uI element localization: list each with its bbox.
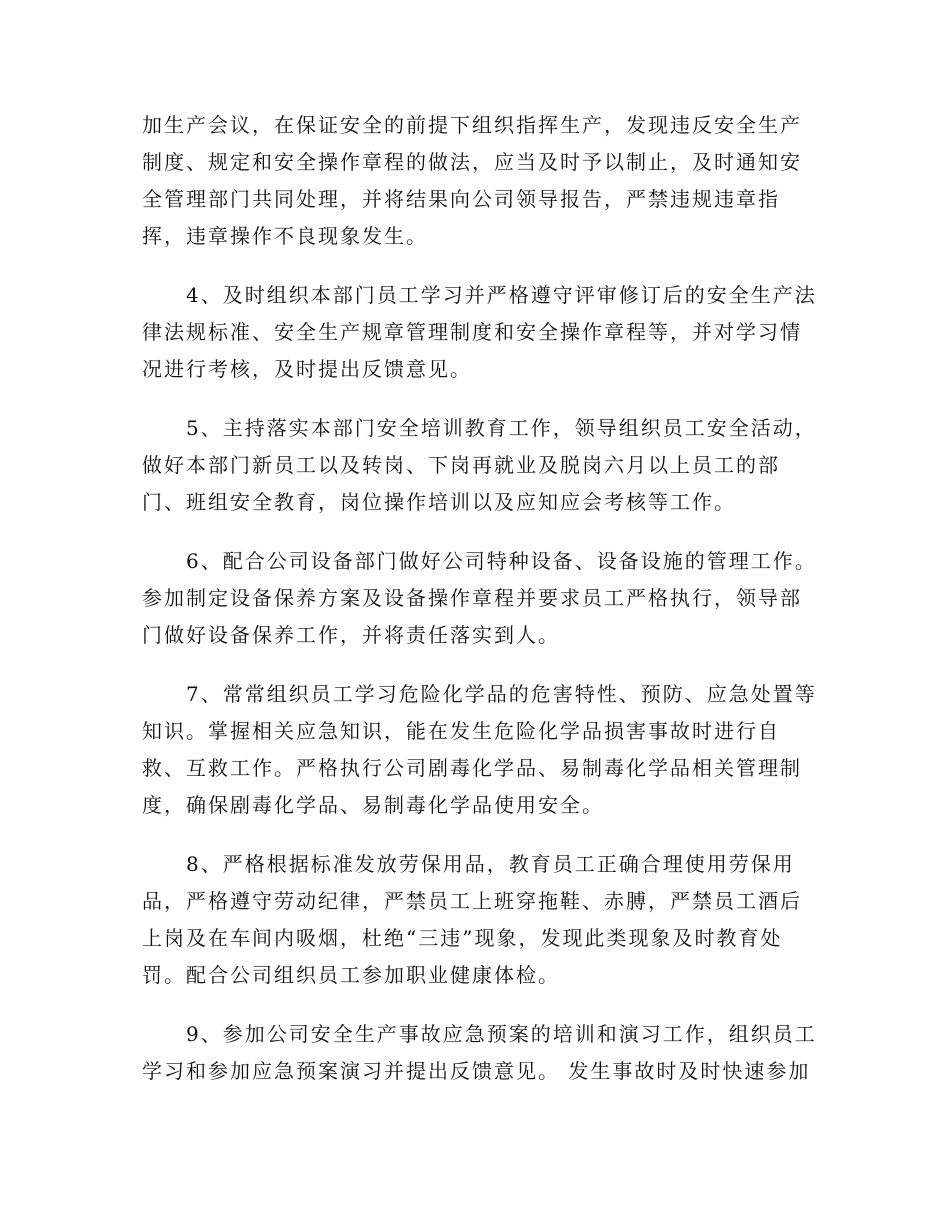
paragraph-line: 制度、规定和安全操作章程的做法，应当及时予以制止，及时通知安 <box>142 150 802 174</box>
paragraph-line: 5、主持落实本部门安全培训教育工作，领导组织员工安全活动， <box>186 416 817 440</box>
paragraph-line: 7、常常组织员工学习危险化学品的危害特性、预防、应急处置等 <box>186 682 817 706</box>
paragraph-line: 上岗及在车间内吸烟，杜绝“三违”现象，发现此类现象及时教育处 <box>142 926 783 950</box>
paragraph-line: 门、班组安全教育，岗位操作培训以及应知应会考核等工作。 <box>142 490 736 514</box>
paragraph-line: 8、严格根据标准发放劳保用品，教育员工正确合理使用劳保用 <box>186 852 795 876</box>
paragraph-line: 学习和参加应急预案演习并提出反馈意见。 发生事故时及时快速参加 <box>142 1059 811 1083</box>
paragraph-line: 4、及时组织本部门员工学习并严格遵守评审修订后的安全生产法 <box>186 283 817 307</box>
paragraph-line: 罚。配合公司组织员工参加职业健康体检。 <box>142 963 560 987</box>
paragraph-line: 全管理部门共同处理，并将结果向公司领导报告，严禁违规违章指 <box>142 187 780 211</box>
paragraph-line: 门做好设备保养工作，并将责任落实到人。 <box>142 623 560 647</box>
paragraph-item-7 <box>142 676 817 824</box>
document-body <box>142 107 817 1112</box>
paragraph-line: 救、互救工作。严格执行公司剧毒化学品、易制毒化学品相关管理制 <box>142 756 802 780</box>
paragraph-item-6 <box>142 543 817 654</box>
paragraph-line: 做好本部门新员工以及转岗、下岗再就业及脱岗六月以上员工的部 <box>142 453 780 477</box>
paragraph-line: 挥，违章操作不良现象发生。 <box>142 224 428 248</box>
paragraph-line: 度，确保剧毒化学品、易制毒化学品使用安全。 <box>142 793 604 817</box>
paragraph-line: 知识。掌握相关应急知识，能在发生危险化学品损害事故时进行自 <box>142 719 780 743</box>
paragraph-line: 9、参加公司安全生产事故应急预案的培训和演习工作，组织员工 <box>186 1022 817 1046</box>
paragraph-item-9 <box>142 1016 817 1090</box>
paragraph-line: 加生产会议，在保证安全的前提下组织指挥生产，发现违反安全生产 <box>142 113 802 137</box>
paragraph-line: 参加制定设备保养方案及设备操作章程并要求员工严格执行，领导部 <box>142 586 802 610</box>
paragraph-item-5 <box>142 410 817 521</box>
paragraph-item-4 <box>142 277 817 388</box>
paragraph-line: 况进行考核，及时提出反馈意见。 <box>142 357 472 381</box>
paragraph-line: 品，严格遵守劳动纪律，严禁员工上班穿拖鞋、赤膊，严禁员工酒后 <box>142 889 802 913</box>
paragraph-item-8 <box>142 846 808 994</box>
paragraph-line: 6、配合公司设备部门做好公司特种设备、设备设施的管理工作。 <box>186 549 817 573</box>
paragraph-continuation <box>142 107 808 255</box>
paragraph-line: 律法规标准、安全生产规章管理制度和安全操作章程等，并对学习情 <box>142 320 802 344</box>
